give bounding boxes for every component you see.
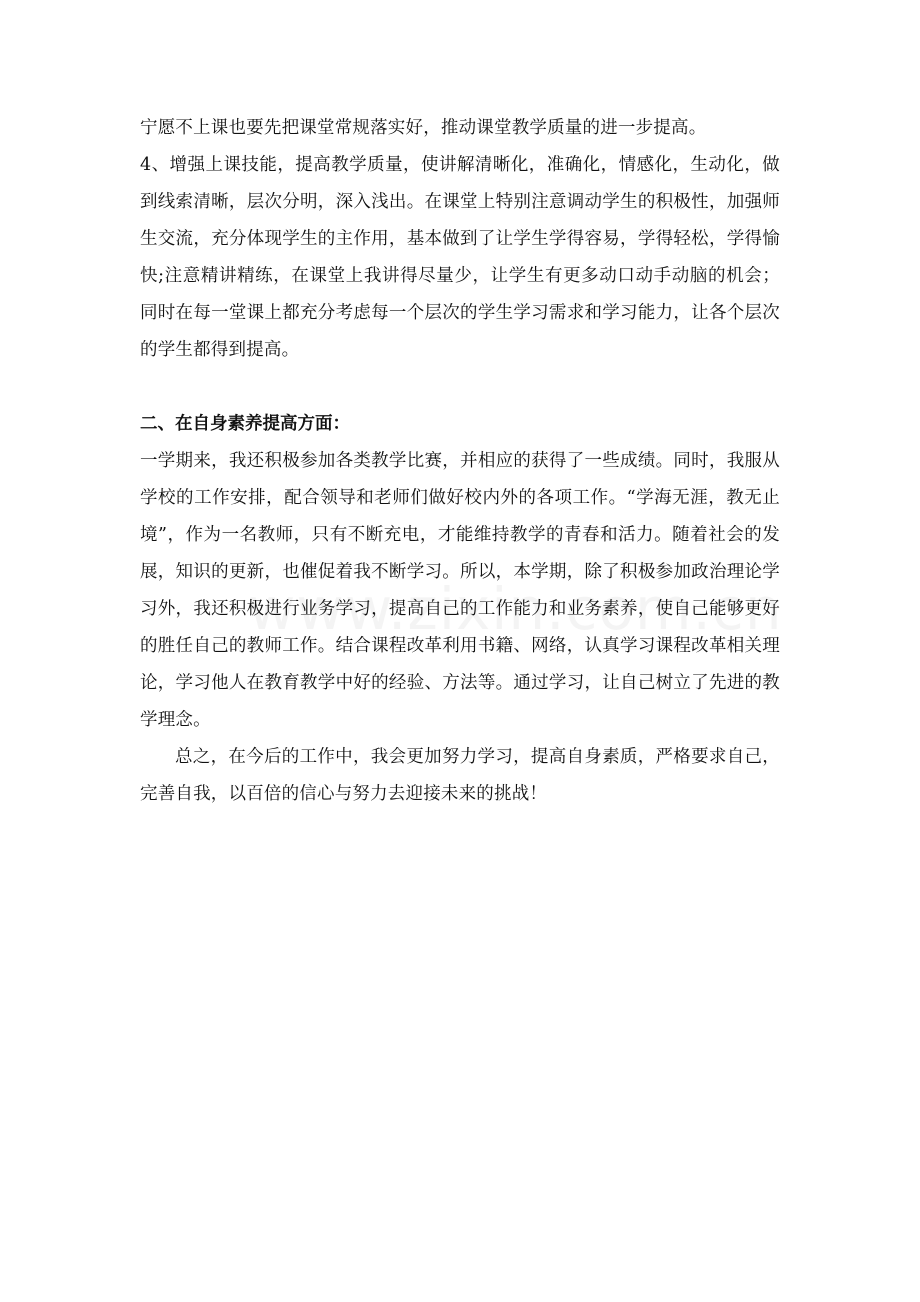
section-heading: 二、在自身素养提高方面： — [140, 414, 350, 434]
document-page — [140, 110, 780, 813]
watermark — [248, 575, 783, 643]
paragraph-spacer — [140, 369, 780, 406]
paragraph-continuation: 宁愿不上课也要先把课堂常规落实好，推动课堂教学质量的进一步提高。 — [140, 118, 707, 138]
paragraph-section-2: 一学期来，我还积极参加各类教学比赛，并相应的获得了一些成绩。同时，我服从学校的工作安排，配合领导和老师们做好校内外的各项工作。“学海无涯，教无止境”，作为一名教师，只有不断充电，才能维持教学的青春和活力。随着社会的发展，知识的更新，也催促着我不断学习。所以，本学期，除了积极参加政治理论学习外，我还积极进行业务学习，提高自己的工作能力和业务素养，使自己能够更好的胜任自己的教师工作。结合课程改革利用书籍、网络，认真学习课程改革相关理论，学习他人在教育教学中好的经验、方法等。通过学习，让自己树立了先进的教学理念。 — [140, 451, 780, 730]
paragraph-item-4: 4、增强上课技能，提高教学质量，使讲解清晰化，准确化，情感化，生动化，做到线索清晰，层次分明，深入浅出。在课堂上特别注意调动学生的积极性，加强师生交流，充分体现学生的主作用，基本做到了让学生学得容易，学得轻松，学得愉快;注意精讲精练，在课堂上我讲得尽量少，让学生有更多动口动手动脑的机会；同时在每一堂课上都充分考虑每一个层次的学生学习需求和学习能力，让各个层次的学生都得到提高。 — [140, 155, 780, 360]
paragraph-conclusion: 总之，在今后的工作中，我会更加努力学习，提高自身素质，严格要求自己，完善自我，以百倍的信心与努力去迎接未来的挑战！ — [140, 747, 780, 804]
